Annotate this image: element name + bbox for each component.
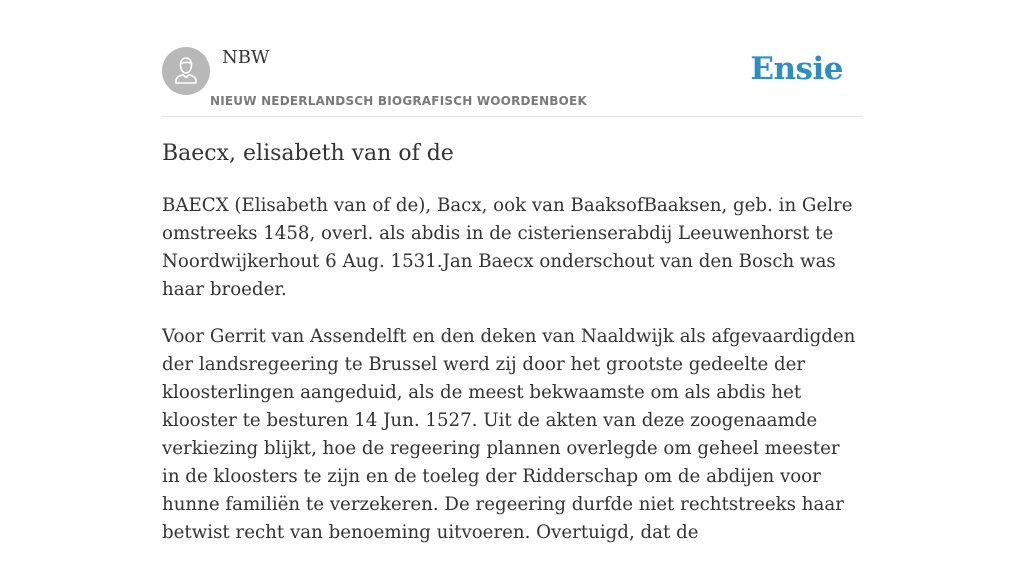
avatar[interactable]: [162, 47, 210, 95]
source-abbreviation[interactable]: NBW: [222, 47, 270, 68]
article-paragraph: BAECX (Elisabeth van of de), Bacx, ook van BaaksofBaaksen, geb. in Gelre omstreeks 1458, overl. als abdis in de cisterienserabdij Leeuwenhorst te Noordwijkerhout 6 Aug. 1531.Jan Baecx onderschout van den Bosch was haar broeder.: [162, 195, 853, 300]
page: [162, 0, 862, 543]
article-title: Baecx, elisabeth van of de: [162, 141, 454, 166]
article-paragraph: Voor Gerrit van Assendelft en den deken van Naaldwijk als afgevaardigden der landsregeering te Brussel werd zij door het grootste gedeelte der kloosterlingen aangeduid, als de meest bekwaamste om als abdis het klooster te besturen 14 Jun. 1527. Uit de akten van deze zoogenaamde verkiezing blijkt, hoe de regeering plannen overlegde om geheel meester in de kloosters te zijn en de toeleg der Ridderschap om de abdijen voor hunne familiën te verzekeren. De regeering durfde niet rechtstreeks haar betwist recht van benoeming uitvoeren. Overtuigd, dat de: [162, 326, 856, 543]
source-full-name[interactable]: NIEUW NEDERLANDSCH BIOGRAFISCH WOORDENBOEK: [210, 94, 587, 108]
source-header: [162, 0, 862, 117]
user-silhouette-icon: [162, 47, 210, 95]
article-body: [162, 192, 862, 566]
ensie-logo[interactable]: Ensie: [750, 51, 843, 87]
